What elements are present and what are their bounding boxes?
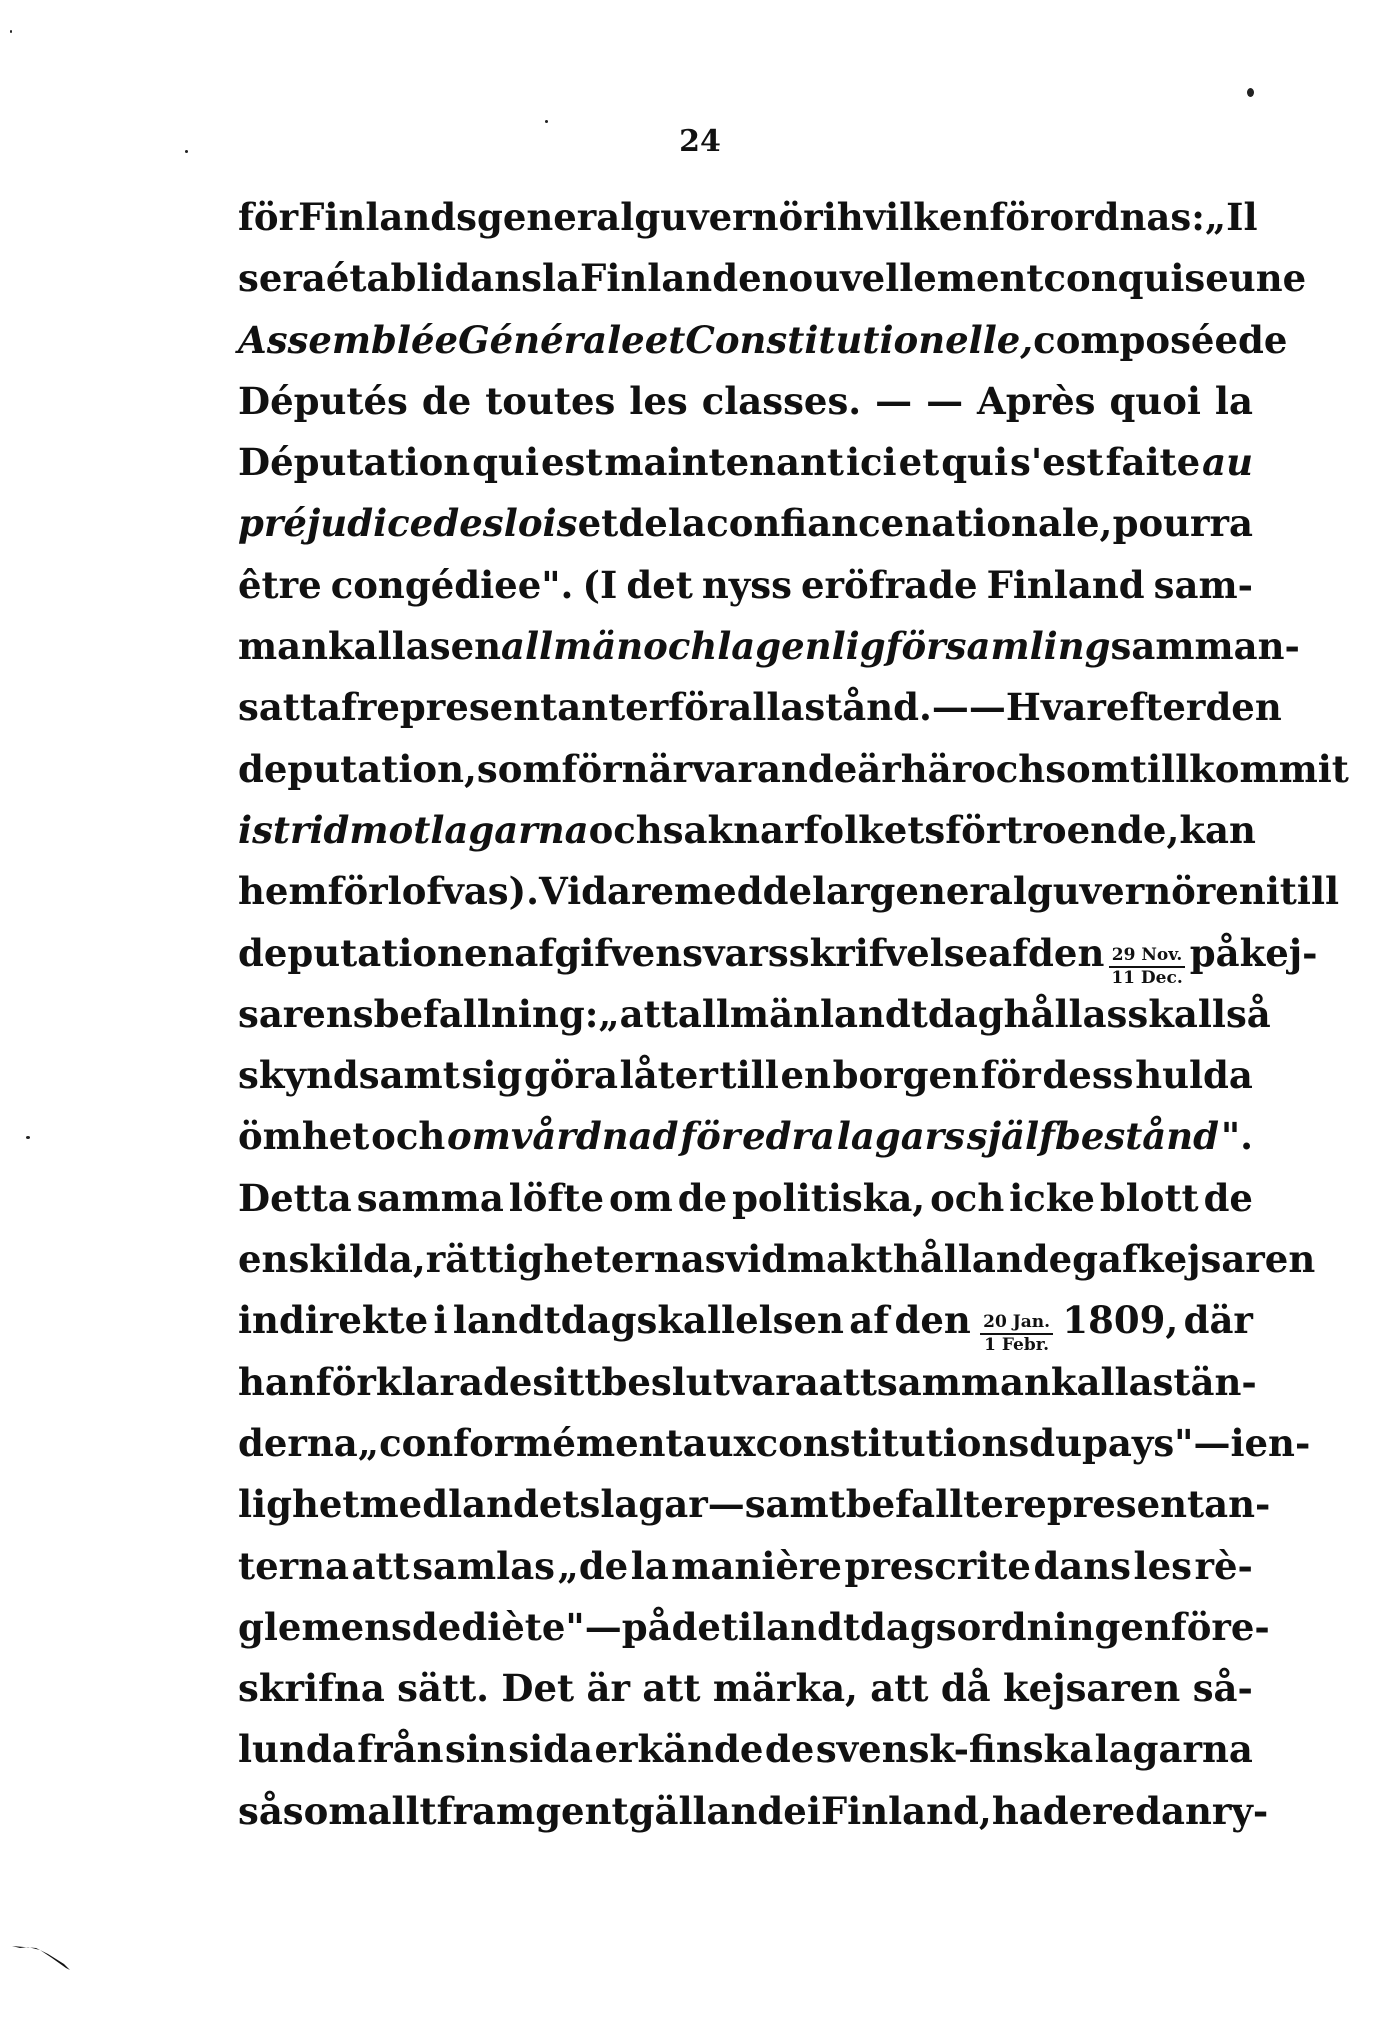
word: deputation, — [238, 746, 477, 791]
italic-word: allmän — [501, 624, 644, 669]
word: framgent — [436, 1788, 629, 1833]
word: indirekte — [238, 1298, 429, 1343]
word: generalguvernören — [869, 869, 1266, 914]
word: rättigheternas — [425, 1237, 726, 1282]
word: det — [626, 562, 693, 607]
word: la — [1214, 378, 1253, 423]
word: Finland, — [820, 1788, 992, 1833]
word: om — [608, 1175, 673, 1220]
word: kejsaren — [1003, 1666, 1181, 1711]
fraction-denominator: 11 Dec. — [1111, 967, 1183, 988]
fraction-numerator: 29 Nov. — [1109, 947, 1186, 968]
word: saknar — [662, 807, 804, 852]
word: prescrite — [844, 1543, 1031, 1588]
word: stånd. — [804, 685, 932, 730]
italic-word: préjudice — [238, 501, 434, 546]
word: établi — [325, 256, 445, 301]
word: Finlande — [580, 256, 762, 301]
text-line — [238, 440, 1253, 501]
italic-word: au — [1202, 440, 1253, 485]
word: kej- — [1239, 930, 1318, 975]
word: „conformément — [357, 1420, 683, 1465]
word: dess — [1042, 1053, 1134, 1098]
word: förordnas: — [989, 195, 1205, 239]
word: beslut — [601, 1359, 730, 1404]
word: et — [577, 501, 619, 546]
text-line — [238, 1359, 1257, 1421]
word: enskilda, — [238, 1237, 426, 1282]
word: samman- — [1110, 624, 1300, 669]
italic-word: i — [238, 807, 253, 852]
word: från — [357, 1727, 444, 1772]
word: Vidare — [539, 869, 675, 914]
print-speck — [10, 30, 12, 33]
word: och — [371, 1114, 446, 1159]
word: en — [780, 1053, 831, 1098]
word: — — [931, 685, 969, 730]
text-line — [238, 1544, 1253, 1605]
word: här — [900, 746, 972, 791]
word: skall — [1127, 991, 1226, 1036]
word: quoi — [1109, 378, 1201, 423]
text-line — [238, 1604, 1270, 1666]
word: maintenant — [604, 440, 844, 485]
word: en- — [1244, 1420, 1311, 1465]
italic-word: lagarna — [430, 807, 589, 852]
word: generalguvernör — [476, 195, 823, 239]
print-speck — [26, 1136, 30, 1139]
word: — — [1193, 1420, 1231, 1465]
word: de — [1238, 317, 1288, 362]
word: befallte — [845, 1482, 1004, 1527]
text-line — [238, 1176, 1253, 1237]
word: så — [1225, 991, 1271, 1036]
text-line — [238, 317, 1288, 379]
page-number: 24 — [679, 124, 721, 159]
word: svensk-finska — [815, 1727, 1094, 1772]
word: redan — [1092, 1788, 1212, 1833]
italic-word: strid — [252, 807, 350, 852]
word: la — [542, 256, 581, 301]
word: där — [1183, 1298, 1253, 1343]
word: skrifna — [238, 1666, 385, 1711]
word: dans — [1033, 1543, 1132, 1588]
word: kan — [1179, 807, 1256, 852]
word: 1809, — [1062, 1298, 1179, 1343]
text-line — [238, 869, 1340, 930]
word: diète" — [461, 1604, 585, 1649]
word: congédiee". — [330, 562, 574, 607]
word: är — [586, 1666, 630, 1711]
word: göra — [523, 1053, 618, 1098]
italic-word: för — [680, 1114, 741, 1159]
word: lunda — [238, 1727, 356, 1772]
italic-word: och — [643, 624, 718, 669]
word: och — [588, 807, 663, 852]
word: då — [940, 1666, 991, 1711]
word: stän- — [1152, 1359, 1257, 1404]
word: rè- — [1194, 1543, 1253, 1588]
word: han — [238, 1359, 316, 1404]
text-line — [238, 991, 1271, 1053]
word: för — [238, 195, 299, 239]
word: för — [980, 1053, 1041, 1098]
word: kejsaren — [1137, 1237, 1316, 1282]
word: (I — [582, 562, 618, 607]
word: hållas — [1003, 991, 1128, 1036]
word: ici — [845, 440, 897, 485]
word: af — [988, 930, 1029, 975]
word: en — [450, 624, 502, 669]
italic-word: et — [644, 317, 686, 362]
word: att — [642, 1666, 701, 1711]
word: „de — [557, 1543, 629, 1588]
italic-word: mot — [349, 807, 431, 852]
italic-word: Assemblée — [238, 317, 459, 362]
word: på — [1189, 930, 1240, 975]
word: afgifven — [514, 930, 683, 975]
word: representan- — [1003, 1482, 1271, 1527]
word: qui — [472, 440, 539, 485]
word: composée — [1033, 317, 1238, 362]
word: Après — [977, 378, 1096, 423]
word: classes. — [701, 378, 862, 423]
word: — — [584, 1604, 622, 1649]
word: landtdagskallelsen — [452, 1298, 844, 1343]
word: mankallas — [238, 624, 451, 669]
word: den — [1205, 685, 1282, 730]
word: alla — [728, 685, 805, 730]
word: i — [806, 1788, 821, 1833]
word: samlas — [412, 1543, 556, 1588]
word: icke — [1009, 1175, 1095, 1220]
word: ömhet — [238, 1114, 370, 1159]
word: löfte — [508, 1175, 605, 1220]
word: och — [971, 746, 1046, 791]
word: så- — [1192, 1666, 1253, 1711]
word: glemens — [238, 1604, 412, 1649]
text-line — [238, 1666, 1253, 1727]
word: med — [359, 1482, 449, 1527]
word: nyss — [701, 562, 792, 607]
print-speck — [545, 120, 548, 123]
word: dans — [444, 256, 543, 301]
word: i — [1265, 869, 1280, 914]
word: deputationen — [238, 930, 515, 975]
word: Detta — [238, 1175, 352, 1220]
word: la — [630, 1543, 669, 1588]
body-text — [238, 195, 1349, 1850]
word: svarsskrifvelse — [682, 930, 989, 975]
word: de — [411, 1604, 462, 1649]
word: — — [707, 1482, 745, 1527]
word: eröfrade — [801, 562, 978, 607]
word: lighet — [238, 1482, 360, 1527]
word: sin — [444, 1727, 507, 1772]
word: före- — [1170, 1604, 1270, 1649]
text-line — [238, 624, 1300, 685]
italic-word: lagars — [836, 1114, 965, 1159]
word: landtdagsordningen — [752, 1604, 1171, 1649]
word: som — [476, 746, 562, 791]
word: Finlands — [298, 195, 477, 239]
word: faite — [1105, 440, 1201, 485]
word: satt — [238, 685, 317, 730]
word: gällande — [628, 1788, 807, 1833]
corner-ink-mark — [8, 1942, 78, 1972]
word: les — [629, 378, 688, 423]
word: sammankalla — [876, 1359, 1153, 1404]
word: politiska, — [732, 1175, 926, 1220]
text-line — [238, 807, 1256, 869]
word: i — [822, 195, 837, 239]
word: på — [621, 1604, 672, 1649]
word: hade — [991, 1788, 1093, 1833]
word: sida — [508, 1727, 593, 1772]
word: de — [421, 378, 472, 423]
word: vara — [729, 1359, 819, 1404]
word: till — [1279, 869, 1340, 914]
word: samt — [744, 1482, 846, 1527]
word: Finland — [986, 562, 1145, 607]
word: sätt. — [397, 1666, 490, 1711]
text-line — [238, 930, 1318, 992]
word: befallning: — [373, 991, 599, 1036]
text-line — [238, 1237, 1316, 1298]
italic-word: Constitutionelle, — [685, 317, 1034, 362]
text-line — [238, 1298, 1253, 1359]
word: af — [849, 1298, 890, 1343]
text-line — [238, 1420, 1311, 1482]
word: pays" — [1082, 1420, 1194, 1465]
word: låter — [619, 1053, 718, 1098]
word: lagar — [600, 1482, 708, 1527]
word: och — [930, 1175, 1005, 1220]
print-speck — [1247, 88, 1254, 97]
word: för — [668, 685, 729, 730]
word: sig — [461, 1053, 523, 1098]
word: les — [1133, 1543, 1192, 1588]
word: manière — [671, 1543, 842, 1588]
word: — — [926, 378, 964, 423]
word: s'est — [1009, 440, 1104, 485]
word: qui — [941, 440, 1009, 485]
word: Députation — [238, 440, 471, 485]
word: att — [818, 1359, 877, 1404]
word: märka, — [712, 1666, 858, 1711]
word: est — [540, 440, 603, 485]
word: de — [1203, 1175, 1253, 1220]
word: erkände — [594, 1727, 764, 1772]
italic-word: edra — [742, 1114, 836, 1159]
word: som — [1045, 746, 1130, 791]
italic-word: församling — [885, 624, 1111, 669]
word: det — [671, 1604, 739, 1649]
word: i — [738, 1604, 753, 1649]
word: hemförlofvas). — [238, 869, 540, 914]
word: att — [870, 1666, 929, 1711]
text-line — [238, 1053, 1253, 1114]
word: de — [764, 1727, 815, 1772]
date-fraction — [980, 1314, 1053, 1354]
text-line — [238, 746, 1349, 808]
text-line — [238, 563, 1253, 624]
text-line — [238, 379, 1253, 440]
word: den — [1028, 930, 1105, 975]
word: „att — [598, 991, 678, 1036]
word: nouvellement — [761, 256, 1044, 301]
word: sitt — [532, 1359, 602, 1404]
word: af — [317, 685, 357, 730]
text-line — [238, 1482, 1271, 1543]
word: la — [668, 501, 707, 546]
word: allmän — [677, 991, 820, 1036]
word: Députés — [238, 378, 408, 423]
word: den — [894, 1298, 971, 1343]
word: derna — [238, 1420, 358, 1465]
word: borgen — [832, 1053, 979, 1098]
word: folkets — [803, 807, 946, 852]
text-line — [238, 501, 1253, 562]
word: Hvarefter — [1005, 685, 1206, 730]
word: une — [1228, 256, 1307, 301]
italic-word: Générale — [458, 317, 645, 362]
word: ry- — [1211, 1788, 1269, 1833]
print-speck — [185, 150, 188, 153]
word: såsom — [238, 1788, 368, 1833]
word: constitutions — [755, 1420, 1030, 1465]
word: sam- — [1153, 562, 1253, 607]
word: et — [898, 440, 940, 485]
word: ". — [1220, 1114, 1253, 1159]
word: i — [433, 1298, 448, 1343]
word: gaf — [1072, 1237, 1138, 1282]
word: närvarande — [621, 746, 858, 791]
word: sera — [238, 256, 326, 301]
word: allt — [367, 1788, 437, 1833]
word: landets — [448, 1482, 601, 1527]
text-line — [238, 1727, 1253, 1788]
word: vidmakthållande — [725, 1237, 1073, 1282]
date-fraction — [1108, 944, 1185, 988]
word: du — [1029, 1420, 1082, 1465]
word: tillkommit — [1129, 746, 1349, 791]
italic-word: des — [433, 501, 504, 546]
word: representanter — [356, 685, 669, 730]
italic-word: lois — [503, 501, 578, 546]
word: conquise — [1043, 256, 1229, 301]
word: är — [857, 746, 901, 791]
italic-word: själfbestånd — [966, 1114, 1220, 1159]
word: „Il — [1204, 195, 1258, 239]
word: samma — [356, 1175, 504, 1220]
word: nationale, — [904, 501, 1113, 546]
word: till — [719, 1053, 779, 1098]
word: att — [351, 1543, 410, 1588]
text-line — [238, 1114, 1253, 1175]
word: aux — [682, 1420, 756, 1465]
word: de — [677, 1175, 728, 1220]
word: être — [238, 562, 322, 607]
text-line — [238, 195, 1258, 256]
word: confiance — [706, 501, 905, 546]
word: Det — [501, 1666, 575, 1711]
word: — — [968, 685, 1006, 730]
word: blott — [1099, 1175, 1199, 1220]
word: skyndsamt — [238, 1053, 460, 1098]
fraction-numerator: 20 Jan. — [980, 1314, 1053, 1335]
word: landtdag — [819, 991, 1004, 1036]
word: förtroende, — [945, 807, 1180, 852]
word: meddelar — [674, 869, 870, 914]
word: hvilken — [836, 195, 990, 239]
word: för — [561, 746, 622, 791]
italic-word: lagenlig — [717, 624, 886, 669]
text-line — [238, 256, 1307, 317]
word: förklarade — [315, 1359, 533, 1404]
word: i — [1230, 1420, 1245, 1465]
word: de — [618, 501, 668, 546]
word: — — [875, 378, 913, 423]
text-line — [238, 1788, 1269, 1850]
word: pourra — [1112, 501, 1253, 546]
word: lagarna — [1094, 1727, 1253, 1772]
word: sarens — [238, 991, 374, 1036]
word: terna — [238, 1543, 349, 1588]
italic-word: omvårdnad — [447, 1114, 679, 1159]
text-line — [238, 685, 1282, 746]
word: hulda — [1135, 1053, 1253, 1098]
fraction-denominator: 1 Febr. — [984, 1335, 1050, 1356]
word: toutes — [485, 378, 616, 423]
